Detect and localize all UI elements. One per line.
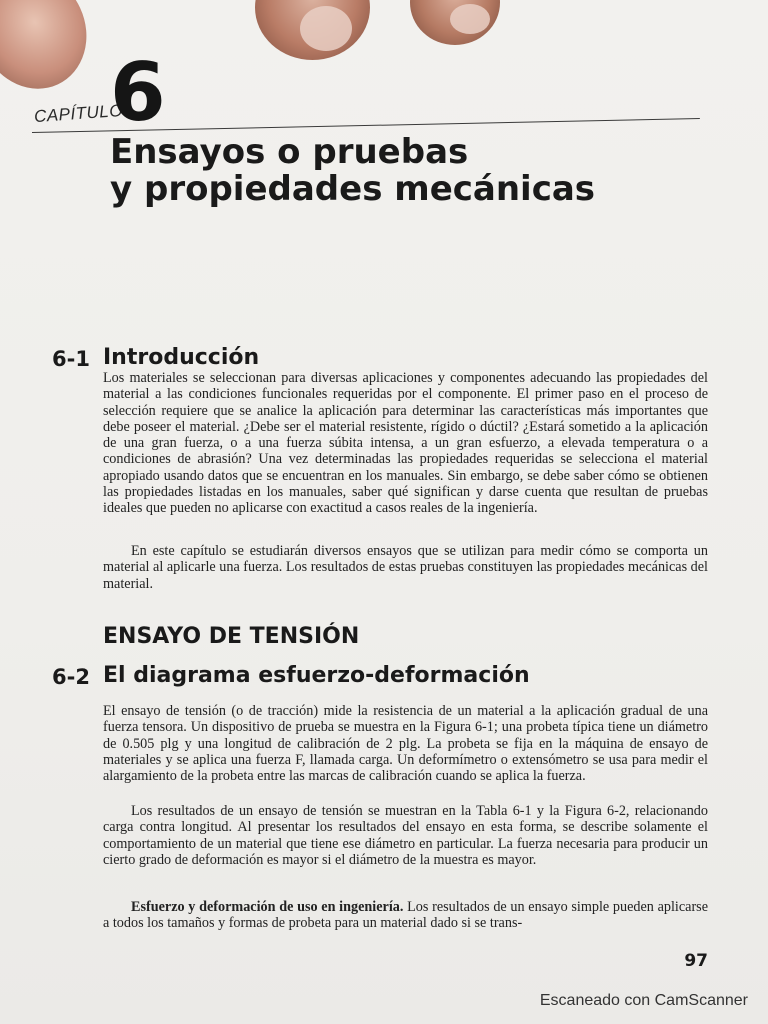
subsection-text: Los resultados de un ensayo simple pueden aplicarse a todos los tamaños y formas de probeta para un material dado si se trans- xyxy=(103,899,709,932)
paragraph: Los materiales se seleccionan para diversas aplicaciones y componentes adecuando las propiedades del material a las condiciones funcionales requeridas por el componente. El primer paso en el proceso de selección requiere que se analice la aplicación para determinar las características más importantes que debe poseer el material. ¿Debe ser el material resistente, rígido o dúctil? ¿Estará sometido a la aplicación de una gran fuerza, o a una fuerza súbita intensa, a un gran esfuerzo, a elevada temperatura o a condiciones de abrasión? Una vez determinadas las propiedades requeridas se selecciona el material apropiado usando datos que se encuentran en los manuales. Sin embargo, se debe saber cómo se obtienen las propiedades listadas en los manuales, saber qué significan y darse cuenta que resultan de pruebas ideales que pueden no aplicarse con exactitud a casos reales de la ingeniería. xyxy=(103,370,708,517)
chapter-title-line1: Ensayos o pruebas xyxy=(110,132,469,172)
section-number: 6-1 xyxy=(52,347,90,371)
paragraph: El ensayo de tensión (o de tracción) mide la resistencia de un material a la aplicación gradual de una fuerza tensora. Un dispositivo de prueba se muestra en la Figura 6-1; una probeta típica tiene un diámetro de 0.505 plg y una longitud de calibración de 2 plg. La probeta se fija en la máquina de ensayo de materiales y se aplica una fuerza F, llamada carga. Un deformímetro o extensómetro se usa para medir el alargamiento de la probeta entre las marcas de calibración cuando se aplica la fuerza. xyxy=(103,703,708,785)
chapter-number: 6 xyxy=(110,46,166,139)
page-number: 97 xyxy=(684,951,708,971)
fingernail xyxy=(450,4,490,34)
section-title: El diagrama esfuerzo-deformación xyxy=(103,663,530,688)
section-number: 6-2 xyxy=(52,665,90,689)
fingernail xyxy=(300,6,352,51)
finger-left xyxy=(0,0,105,107)
chapter-title-line2: y propiedades mecánicas xyxy=(110,169,596,209)
chapter-title xyxy=(110,134,595,208)
section-title: Introducción xyxy=(103,345,260,370)
paragraph: En este capítulo se estudiarán diversos ensayos que se utilizan para medir cómo se comporta un material al aplicarle una fuerza. Los resultados de estas pruebas constituyen las propiedades mecánicas del material. xyxy=(103,543,708,592)
paragraph: Los resultados de un ensayo de tensión se muestran en la Tabla 6-1 y la Figura 6-2, relacionando carga contra longitud. Al presentar los resultados del ensayo en esta forma, se describe solamente el comportamiento de un material que tiene ese diámetro en particular. La fuerza necesaria para producir un cierto grado de deformación es mayor si el diámetro de la muestra es mayor. xyxy=(103,803,708,868)
part-heading: ENSAYO DE TENSIÓN xyxy=(103,624,360,649)
subsection-lead: Esfuerzo y deformación de uso en ingeniería. xyxy=(131,899,404,915)
scanner-watermark: Escaneado con CamScanner xyxy=(539,992,748,1009)
paragraph xyxy=(103,899,708,932)
chapter-label: CAPÍTULO xyxy=(33,100,124,127)
